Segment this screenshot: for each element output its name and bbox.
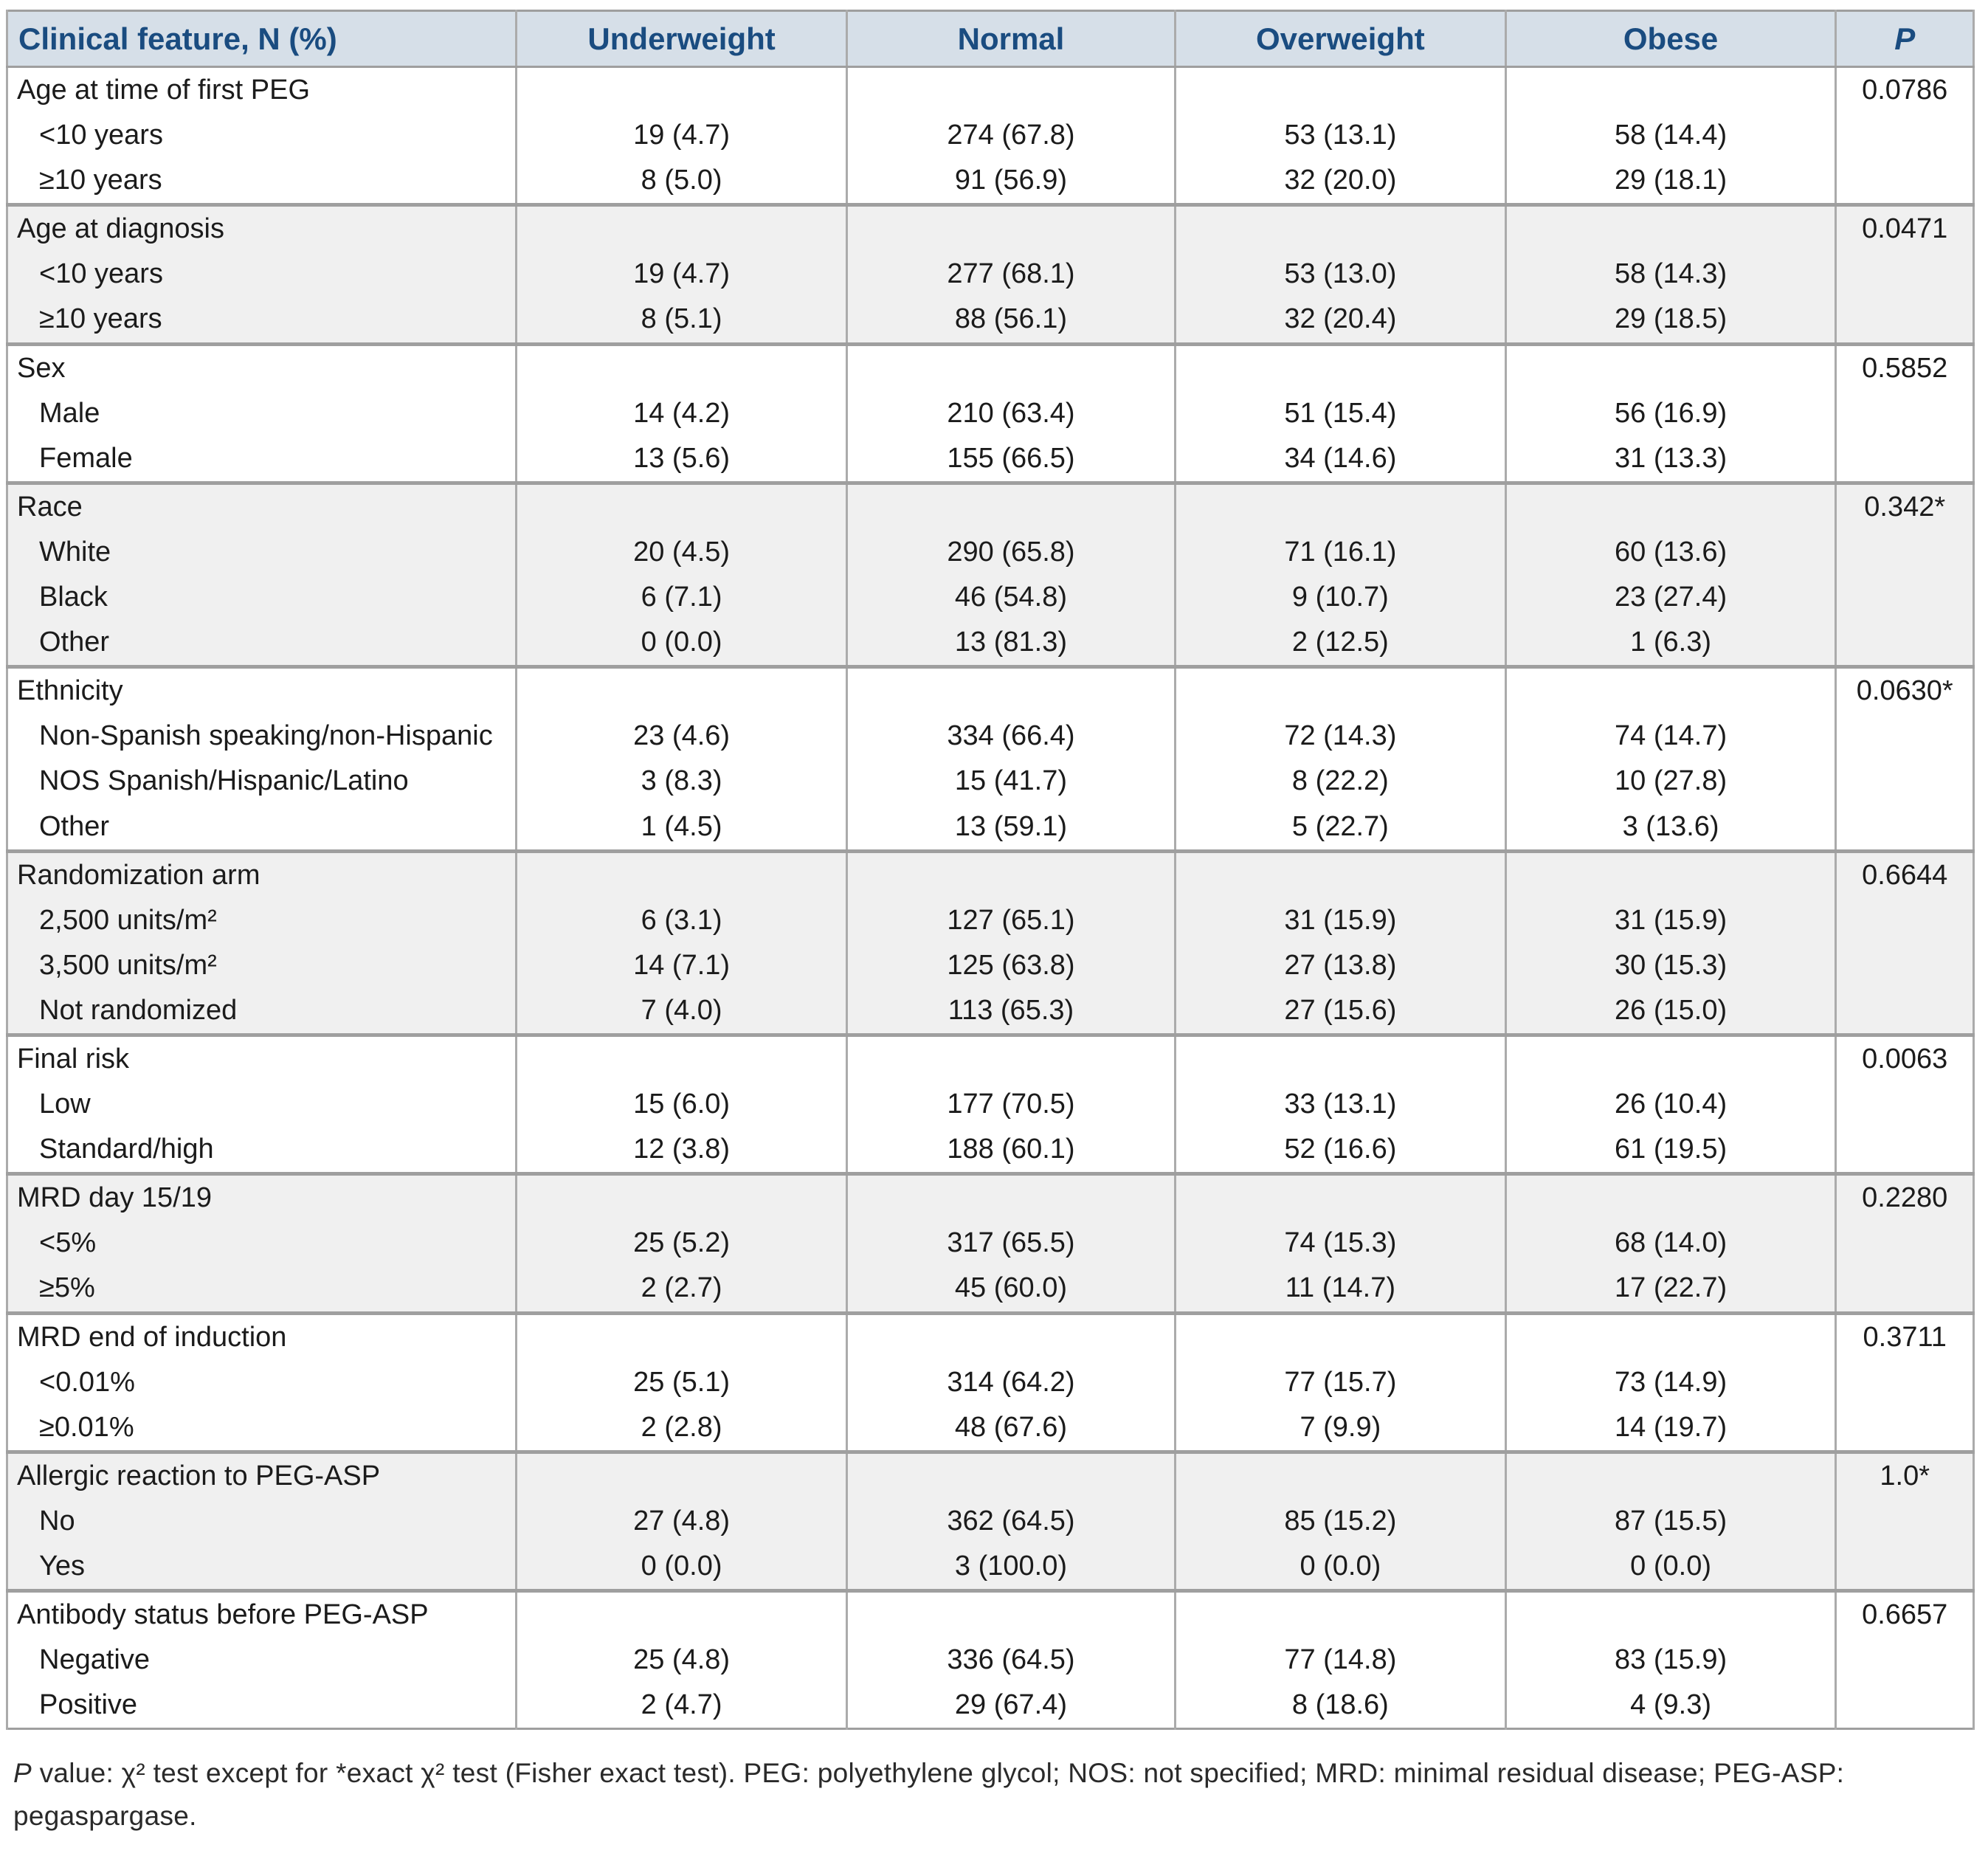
value-cell: 3 (100.0): [846, 1544, 1175, 1591]
value-cell: 30 (15.3): [1505, 943, 1836, 988]
p-value: 0.6657: [1836, 1591, 1974, 1638]
p-value: 0.2280: [1836, 1174, 1974, 1221]
clinical-features-table: [6, 10, 1975, 1730]
value-cell: 27 (15.6): [1176, 988, 1506, 1035]
value-cell: 32 (20.0): [1176, 158, 1506, 205]
value-cell: 51 (15.4): [1176, 391, 1506, 436]
category-label: ≥10 years: [7, 297, 517, 344]
empty-cell: [846, 205, 1175, 252]
value-cell: 6 (7.1): [517, 575, 847, 620]
feature-row: [7, 1591, 1974, 1638]
empty-cell: [1836, 1683, 1974, 1729]
empty-cell: [846, 1174, 1175, 1221]
category-label: Non-Spanish speaking/non-Hispanic: [7, 714, 517, 759]
category-label: Yes: [7, 1544, 517, 1591]
value-cell: 9 (10.7): [1176, 575, 1506, 620]
empty-cell: [1836, 113, 1974, 158]
feature-row: [7, 1035, 1974, 1082]
value-cell: 29 (67.4): [846, 1683, 1175, 1729]
value-cell: 20 (4.5): [517, 530, 847, 575]
value-cell: 8 (5.0): [517, 158, 847, 205]
feature-row: [7, 667, 1974, 714]
empty-cell: [846, 67, 1175, 114]
category-label: <0.01%: [7, 1360, 517, 1405]
empty-cell: [846, 483, 1175, 530]
value-cell: 72 (14.3): [1176, 714, 1506, 759]
feature-label: MRD end of induction: [7, 1313, 517, 1360]
empty-cell: [1176, 667, 1506, 714]
empty-cell: [1176, 1591, 1506, 1638]
value-cell: 7 (9.9): [1176, 1405, 1506, 1452]
category-label: ≥10 years: [7, 158, 517, 205]
empty-cell: [1176, 483, 1506, 530]
category-row: [7, 113, 1974, 158]
value-cell: 1 (6.3): [1505, 620, 1836, 667]
value-cell: 13 (81.3): [846, 620, 1175, 667]
empty-cell: [517, 1174, 847, 1221]
value-cell: 177 (70.5): [846, 1082, 1175, 1127]
empty-cell: [1836, 158, 1974, 205]
empty-cell: [1176, 1174, 1506, 1221]
empty-cell: [1836, 1544, 1974, 1591]
value-cell: 45 (60.0): [846, 1266, 1175, 1313]
value-cell: 25 (5.1): [517, 1360, 847, 1405]
feature-row: [7, 1313, 1974, 1360]
header-normal: Normal: [846, 11, 1175, 67]
empty-cell: [1836, 575, 1974, 620]
empty-cell: [1176, 1313, 1506, 1360]
category-label: 2,500 units/m²: [7, 898, 517, 943]
value-cell: 2 (2.7): [517, 1266, 847, 1313]
value-cell: 32 (20.4): [1176, 297, 1506, 344]
empty-cell: [517, 1035, 847, 1082]
value-cell: 15 (6.0): [517, 1082, 847, 1127]
value-cell: 3 (8.3): [517, 759, 847, 804]
empty-cell: [1836, 1082, 1974, 1127]
value-cell: 53 (13.0): [1176, 252, 1506, 297]
value-cell: 27 (4.8): [517, 1499, 847, 1544]
category-row: [7, 1360, 1974, 1405]
feature-label: MRD day 15/19: [7, 1174, 517, 1221]
empty-cell: [1176, 67, 1506, 114]
empty-cell: [1836, 530, 1974, 575]
value-cell: 19 (4.7): [517, 252, 847, 297]
header-overweight: Overweight: [1176, 11, 1506, 67]
value-cell: 13 (59.1): [846, 804, 1175, 852]
category-row: [7, 620, 1974, 667]
category-label: Male: [7, 391, 517, 436]
value-cell: 277 (68.1): [846, 252, 1175, 297]
feature-label: Antibody status before PEG-ASP: [7, 1591, 517, 1638]
footnote-text: value: χ² test except for *exact χ² test (Fisher exact test). PEG: polyethylene glycol; NOS: not specified; MRD: minimal residual disease; PEG-ASP: pegaspargase.: [13, 1758, 1845, 1831]
empty-cell: [1176, 851, 1506, 898]
empty-cell: [1836, 1266, 1974, 1313]
value-cell: 7 (4.0): [517, 988, 847, 1035]
category-label: <10 years: [7, 113, 517, 158]
empty-cell: [517, 67, 847, 114]
value-cell: 10 (27.8): [1505, 759, 1836, 804]
value-cell: 317 (65.5): [846, 1221, 1175, 1266]
empty-cell: [1505, 1452, 1836, 1499]
empty-cell: [1505, 67, 1836, 114]
value-cell: 73 (14.9): [1505, 1360, 1836, 1405]
empty-cell: [846, 1591, 1175, 1638]
p-value: 0.0786: [1836, 67, 1974, 114]
category-label: 3,500 units/m²: [7, 943, 517, 988]
feature-label: Age at time of first PEG: [7, 67, 517, 114]
category-row: [7, 158, 1974, 205]
empty-cell: [1836, 943, 1974, 988]
value-cell: 74 (15.3): [1176, 1221, 1506, 1266]
p-value: 0.0063: [1836, 1035, 1974, 1082]
feature-label: Age at diagnosis: [7, 205, 517, 252]
feature-row: [7, 1174, 1974, 1221]
value-cell: 23 (4.6): [517, 714, 847, 759]
p-value: 0.3711: [1836, 1313, 1974, 1360]
category-row: [7, 530, 1974, 575]
value-cell: 46 (54.8): [846, 575, 1175, 620]
empty-cell: [517, 667, 847, 714]
value-cell: 336 (64.5): [846, 1638, 1175, 1683]
value-cell: 14 (4.2): [517, 391, 847, 436]
value-cell: 56 (16.9): [1505, 391, 1836, 436]
value-cell: 2 (4.7): [517, 1683, 847, 1729]
p-value: 0.342*: [1836, 483, 1974, 530]
value-cell: 87 (15.5): [1505, 1499, 1836, 1544]
value-cell: 77 (15.7): [1176, 1360, 1506, 1405]
category-label: NOS Spanish/Hispanic/Latino: [7, 759, 517, 804]
header-row: [7, 11, 1974, 67]
feature-row: [7, 344, 1974, 391]
value-cell: 6 (3.1): [517, 898, 847, 943]
category-row: [7, 714, 1974, 759]
empty-cell: [1836, 252, 1974, 297]
value-cell: 155 (66.5): [846, 436, 1175, 483]
value-cell: 362 (64.5): [846, 1499, 1175, 1544]
value-cell: 12 (3.8): [517, 1127, 847, 1174]
header-underweight: Underweight: [517, 11, 847, 67]
value-cell: 188 (60.1): [846, 1127, 1175, 1174]
empty-cell: [1505, 1591, 1836, 1638]
value-cell: 61 (19.5): [1505, 1127, 1836, 1174]
value-cell: 26 (15.0): [1505, 988, 1836, 1035]
category-label: <5%: [7, 1221, 517, 1266]
feature-row: [7, 205, 1974, 252]
value-cell: 14 (7.1): [517, 943, 847, 988]
value-cell: 2 (2.8): [517, 1405, 847, 1452]
empty-cell: [517, 1313, 847, 1360]
header-obese: Obese: [1505, 11, 1836, 67]
empty-cell: [1176, 205, 1506, 252]
category-row: [7, 943, 1974, 988]
category-row: [7, 1082, 1974, 1127]
category-row: [7, 252, 1974, 297]
empty-cell: [846, 667, 1175, 714]
category-label: Negative: [7, 1638, 517, 1683]
category-label: No: [7, 1499, 517, 1544]
value-cell: 27 (13.8): [1176, 943, 1506, 988]
value-cell: 314 (64.2): [846, 1360, 1175, 1405]
category-row: [7, 1221, 1974, 1266]
empty-cell: [846, 851, 1175, 898]
empty-cell: [1505, 1313, 1836, 1360]
category-label: ≥0.01%: [7, 1405, 517, 1452]
value-cell: 210 (63.4): [846, 391, 1175, 436]
category-label: Standard/high: [7, 1127, 517, 1174]
value-cell: 26 (10.4): [1505, 1082, 1836, 1127]
empty-cell: [1836, 759, 1974, 804]
value-cell: 5 (22.7): [1176, 804, 1506, 852]
value-cell: 91 (56.9): [846, 158, 1175, 205]
empty-cell: [517, 1591, 847, 1638]
empty-cell: [1836, 1638, 1974, 1683]
empty-cell: [1836, 1405, 1974, 1452]
feature-label: Ethnicity: [7, 667, 517, 714]
empty-cell: [1176, 344, 1506, 391]
header-p-value: P: [1836, 11, 1974, 67]
category-label: Other: [7, 804, 517, 852]
value-cell: 0 (0.0): [517, 620, 847, 667]
category-label: White: [7, 530, 517, 575]
value-cell: 17 (22.7): [1505, 1266, 1836, 1313]
category-row: [7, 1683, 1974, 1729]
feature-label: Sex: [7, 344, 517, 391]
empty-cell: [846, 1452, 1175, 1499]
footnote-p-italic: P: [13, 1758, 32, 1789]
value-cell: 29 (18.5): [1505, 297, 1836, 344]
empty-cell: [1505, 205, 1836, 252]
category-label: Low: [7, 1082, 517, 1127]
empty-cell: [846, 1313, 1175, 1360]
empty-cell: [517, 344, 847, 391]
feature-label: Race: [7, 483, 517, 530]
value-cell: 74 (14.7): [1505, 714, 1836, 759]
value-cell: 2 (12.5): [1176, 620, 1506, 667]
value-cell: 8 (22.2): [1176, 759, 1506, 804]
category-row: [7, 804, 1974, 852]
category-label: Other: [7, 620, 517, 667]
value-cell: 127 (65.1): [846, 898, 1175, 943]
p-value: 0.6644: [1836, 851, 1974, 898]
empty-cell: [1836, 436, 1974, 483]
empty-cell: [1836, 1127, 1974, 1174]
value-cell: 14 (19.7): [1505, 1405, 1836, 1452]
category-row: [7, 297, 1974, 344]
empty-cell: [1505, 1035, 1836, 1082]
value-cell: 88 (56.1): [846, 297, 1175, 344]
value-cell: 71 (16.1): [1176, 530, 1506, 575]
empty-cell: [1505, 851, 1836, 898]
feature-row: [7, 483, 1974, 530]
value-cell: 83 (15.9): [1505, 1638, 1836, 1683]
empty-cell: [1836, 804, 1974, 852]
empty-cell: [846, 1035, 1175, 1082]
value-cell: 25 (4.8): [517, 1638, 847, 1683]
feature-row: [7, 67, 1974, 114]
category-row: [7, 436, 1974, 483]
feature-label: Allergic reaction to PEG-ASP: [7, 1452, 517, 1499]
category-row: [7, 391, 1974, 436]
empty-cell: [1836, 620, 1974, 667]
value-cell: 334 (66.4): [846, 714, 1175, 759]
category-row: [7, 1127, 1974, 1174]
empty-cell: [1836, 714, 1974, 759]
empty-cell: [1505, 667, 1836, 714]
empty-cell: [1505, 344, 1836, 391]
value-cell: 53 (13.1): [1176, 113, 1506, 158]
category-label: Female: [7, 436, 517, 483]
value-cell: 85 (15.2): [1176, 1499, 1506, 1544]
category-row: [7, 1638, 1974, 1683]
value-cell: 4 (9.3): [1505, 1683, 1836, 1729]
empty-cell: [1836, 297, 1974, 344]
category-row: [7, 575, 1974, 620]
value-cell: 3 (13.6): [1505, 804, 1836, 852]
value-cell: 0 (0.0): [1505, 1544, 1836, 1591]
p-value: 0.0471: [1836, 205, 1974, 252]
value-cell: 1 (4.5): [517, 804, 847, 852]
empty-cell: [1836, 391, 1974, 436]
value-cell: 77 (14.8): [1176, 1638, 1506, 1683]
value-cell: 125 (63.8): [846, 943, 1175, 988]
value-cell: 58 (14.3): [1505, 252, 1836, 297]
value-cell: 8 (18.6): [1176, 1683, 1506, 1729]
feature-row: [7, 1452, 1974, 1499]
category-row: [7, 1499, 1974, 1544]
p-value: 1.0*: [1836, 1452, 1974, 1499]
category-label: Positive: [7, 1683, 517, 1729]
category-row: [7, 759, 1974, 804]
value-cell: 0 (0.0): [517, 1544, 847, 1591]
category-row: [7, 988, 1974, 1035]
category-row: [7, 1266, 1974, 1313]
value-cell: 25 (5.2): [517, 1221, 847, 1266]
value-cell: 31 (15.9): [1176, 898, 1506, 943]
value-cell: 0 (0.0): [1176, 1544, 1506, 1591]
value-cell: 8 (5.1): [517, 297, 847, 344]
p-value: 0.5852: [1836, 344, 1974, 391]
empty-cell: [1836, 898, 1974, 943]
category-label: Black: [7, 575, 517, 620]
value-cell: 11 (14.7): [1176, 1266, 1506, 1313]
empty-cell: [1505, 483, 1836, 530]
feature-label: Final risk: [7, 1035, 517, 1082]
value-cell: 13 (5.6): [517, 436, 847, 483]
empty-cell: [1836, 1499, 1974, 1544]
category-row: [7, 1544, 1974, 1591]
empty-cell: [517, 483, 847, 530]
empty-cell: [846, 344, 1175, 391]
value-cell: 33 (13.1): [1176, 1082, 1506, 1127]
empty-cell: [1836, 1360, 1974, 1405]
value-cell: 23 (27.4): [1505, 575, 1836, 620]
value-cell: 68 (14.0): [1505, 1221, 1836, 1266]
feature-row: [7, 851, 1974, 898]
value-cell: 34 (14.6): [1176, 436, 1506, 483]
value-cell: 31 (13.3): [1505, 436, 1836, 483]
value-cell: 31 (15.9): [1505, 898, 1836, 943]
empty-cell: [1836, 1221, 1974, 1266]
value-cell: 48 (67.6): [846, 1405, 1175, 1452]
empty-cell: [1836, 988, 1974, 1035]
category-label: Not randomized: [7, 988, 517, 1035]
value-cell: 60 (13.6): [1505, 530, 1836, 575]
empty-cell: [517, 205, 847, 252]
category-row: [7, 1405, 1974, 1452]
value-cell: 58 (14.4): [1505, 113, 1836, 158]
empty-cell: [1505, 1174, 1836, 1221]
feature-label: Randomization arm: [7, 851, 517, 898]
p-value: 0.0630*: [1836, 667, 1974, 714]
empty-cell: [1176, 1035, 1506, 1082]
value-cell: 19 (4.7): [517, 113, 847, 158]
value-cell: 274 (67.8): [846, 113, 1175, 158]
category-label: ≥5%: [7, 1266, 517, 1313]
footnote: [13, 1752, 1976, 1837]
value-cell: 29 (18.1): [1505, 158, 1836, 205]
value-cell: 113 (65.3): [846, 988, 1175, 1035]
empty-cell: [517, 851, 847, 898]
value-cell: 290 (65.8): [846, 530, 1175, 575]
category-label: <10 years: [7, 252, 517, 297]
empty-cell: [1176, 1452, 1506, 1499]
header-clinical-feature: Clinical feature, N (%): [7, 11, 517, 67]
category-row: [7, 898, 1974, 943]
value-cell: 52 (16.6): [1176, 1127, 1506, 1174]
value-cell: 15 (41.7): [846, 759, 1175, 804]
empty-cell: [517, 1452, 847, 1499]
